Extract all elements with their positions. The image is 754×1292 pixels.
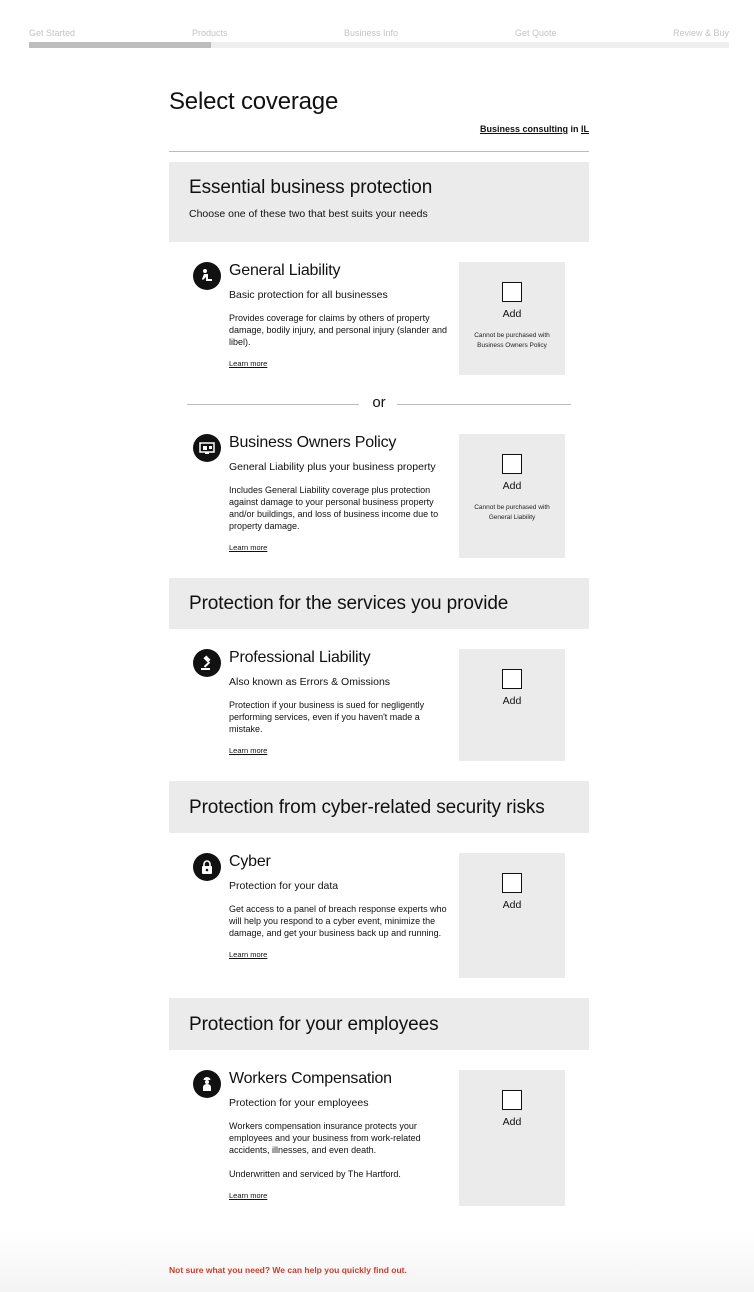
footer-band xyxy=(0,1230,754,1292)
section-subtitle: Choose one of these two that best suits your needs xyxy=(189,208,428,220)
add-label: Add xyxy=(502,308,522,320)
add-label: Add xyxy=(502,899,522,911)
product-subtitle: General Liability plus your business property xyxy=(229,461,436,473)
learn-more-link[interactable]: Learn more xyxy=(229,950,268,959)
underwriter-note: Underwritten and serviced by The Hartford. xyxy=(229,1169,401,1179)
business-context xyxy=(480,124,589,134)
restriction-note: Cannot be purchased with Business Owners Policy xyxy=(474,332,550,349)
product-description: Workers compensation insurance protects your employees and your business from work-related accidents, illnesses, and even death. xyxy=(229,1121,421,1155)
add-label: Add xyxy=(502,1116,522,1128)
add-cyber-button[interactable] xyxy=(459,853,565,978)
section-cyber-protection xyxy=(169,781,589,833)
section-title: Protection for the services you provide xyxy=(189,593,509,614)
section-essential-protection xyxy=(169,162,589,242)
progress-bar xyxy=(29,42,729,48)
product-subtitle: Basic protection for all businesses xyxy=(229,289,388,301)
divider xyxy=(169,151,589,152)
product-title: Business Owners Policy xyxy=(229,434,397,451)
worker-icon xyxy=(193,1070,221,1098)
product-cyber xyxy=(169,853,589,978)
page-title: Select coverage xyxy=(169,88,339,115)
product-subtitle: Also known as Errors & Omissions xyxy=(229,676,391,688)
learn-more-link[interactable]: Learn more xyxy=(229,1191,268,1200)
product-description: Provides coverage for claims by others of property damage, bodily injury, and personal injury (slander and libel). xyxy=(229,313,447,347)
step-get-started: Get Started xyxy=(29,28,76,38)
product-workers-compensation xyxy=(169,1070,589,1206)
section-services-protection xyxy=(169,578,589,629)
product-subtitle: Protection for your employees xyxy=(229,1097,369,1109)
product-description: Get access to a panel of breach response experts who will help you respond to a cyber event, minimize the damage, and get your business back up and running. xyxy=(229,904,447,938)
context-in-text: in xyxy=(570,124,579,134)
section-title: Protection from cyber-related security risks xyxy=(189,797,545,818)
add-workers-compensation-button[interactable] xyxy=(459,1070,565,1206)
product-title: General Liability xyxy=(229,262,341,279)
step-get-quote: Get Quote xyxy=(515,28,557,38)
business-owners-icon xyxy=(193,434,221,462)
add-professional-liability-button[interactable] xyxy=(459,649,565,761)
add-checkbox[interactable] xyxy=(502,282,522,302)
add-label: Add xyxy=(502,480,522,492)
lock-icon xyxy=(193,853,221,881)
restriction-note: Cannot be purchased with General Liability xyxy=(474,504,550,521)
product-professional-liability xyxy=(169,649,589,761)
section-title: Essential business protection xyxy=(189,177,433,198)
product-business-owners-policy xyxy=(169,434,589,558)
state-link[interactable]: IL xyxy=(581,124,589,134)
or-line-right xyxy=(397,404,571,405)
general-liability-icon xyxy=(193,262,221,290)
step-business-info: Business Info xyxy=(344,28,399,38)
learn-more-link[interactable]: Learn more xyxy=(229,359,268,368)
or-text: or xyxy=(372,394,386,411)
gavel-icon xyxy=(193,649,221,677)
step-products: Products xyxy=(192,28,228,38)
add-checkbox[interactable] xyxy=(502,669,522,689)
progress-tracker xyxy=(29,26,729,50)
business-type-link[interactable]: Business consulting xyxy=(479,124,568,134)
product-description: Protection if your business is sued for negligently performing services, even if you haven't made a mistake. xyxy=(229,700,425,734)
product-subtitle: Protection for your data xyxy=(229,880,339,892)
section-title: Protection for your employees xyxy=(189,1014,439,1035)
section-employees-protection xyxy=(169,998,589,1050)
progress-bar-fill xyxy=(29,42,211,48)
step-review-buy: Review & Buy xyxy=(672,28,729,38)
add-business-owners-policy-button[interactable] xyxy=(459,434,565,558)
add-label: Add xyxy=(502,695,522,707)
product-general-liability xyxy=(169,262,589,375)
product-title: Cyber xyxy=(229,853,271,870)
product-title: Workers Compensation xyxy=(229,1070,392,1087)
add-general-liability-button[interactable] xyxy=(459,262,565,375)
or-divider xyxy=(187,396,571,412)
help-link[interactable]: Not sure what you need? We can help you quickly find out. xyxy=(169,1265,407,1275)
add-checkbox[interactable] xyxy=(502,454,522,474)
add-checkbox[interactable] xyxy=(502,1090,522,1110)
learn-more-link[interactable]: Learn more xyxy=(229,543,268,552)
learn-more-link[interactable]: Learn more xyxy=(229,746,268,755)
add-checkbox[interactable] xyxy=(502,873,522,893)
product-title: Professional Liability xyxy=(229,649,371,666)
product-description: Includes General Liability coverage plus protection against damage to your personal business property and/or buildings, and loss of business income due to property damage. xyxy=(229,485,439,531)
